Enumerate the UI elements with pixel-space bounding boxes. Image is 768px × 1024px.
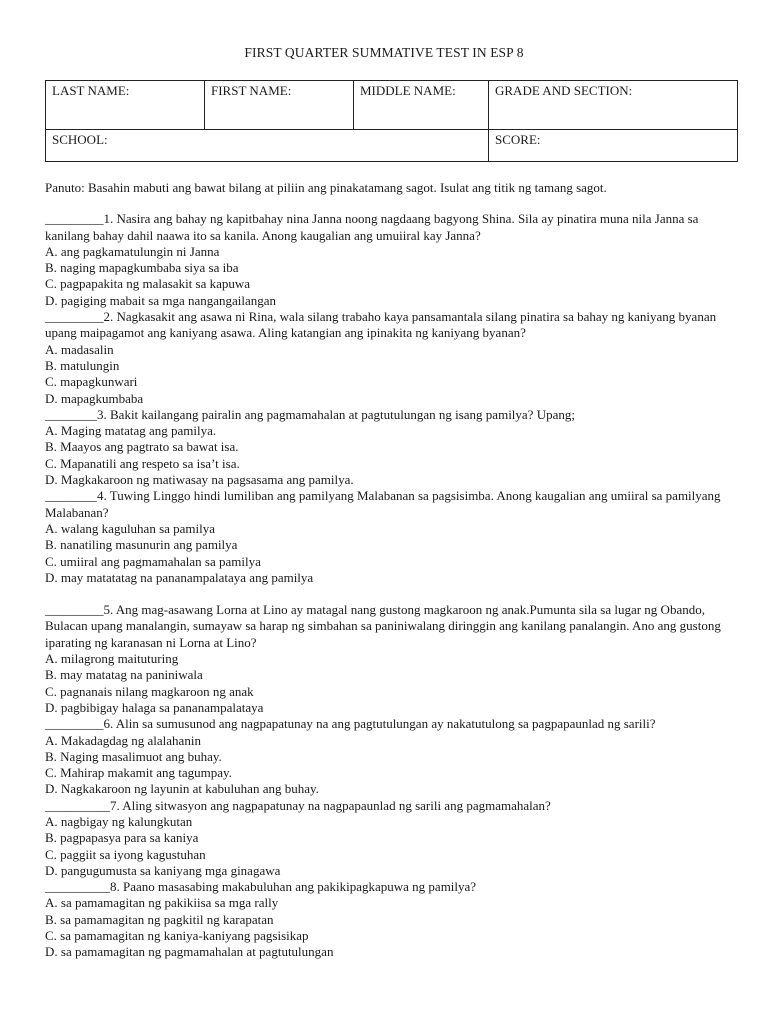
- question-text: _________1. Nasira ang bahay ng kapitbahay nina Janna noong nagdaang bagyong Shina. Sila ay pinatira muna nila Janna sa kanilang bahay dahil naawa ito sa kanila. Anong kaugalian ang umuiiral kay Janna?: [45, 211, 699, 243]
- option: C. Mapanatili ang respeto sa isa’t isa.: [45, 455, 240, 471]
- grade-section-field[interactable]: GRADE AND SECTION:: [489, 81, 738, 130]
- option: C. mapagkunwari: [45, 374, 138, 390]
- option: D. sa pamamagitan ng pagmamahalan at pagtutulungan: [45, 944, 334, 960]
- option: C. sa pamamagitan ng kaniya-kaniyang pagsisikap: [45, 928, 309, 944]
- option: C. umiiral ang pagmamahalan sa pamilya: [45, 553, 261, 569]
- student-info-table: [45, 80, 738, 162]
- question-text: ________4. Tuwing Linggo hindi lumiliban ang pamilyang Malabanan sa pagsisimba. Anong kaugalian ang umiiral sa pamilyang Malabanan?: [45, 488, 721, 520]
- question-text: __________7. Aling sitwasyon ang nagpapatunay na nagpapaunlad ng sarili ang pagmamahalan?: [45, 797, 551, 813]
- middle-name-field[interactable]: MIDDLE NAME:: [354, 81, 489, 130]
- test-body: [45, 180, 745, 961]
- option: D. Magkakaroon ng matiwasay na pagsasama ang pamilya.: [45, 472, 354, 488]
- question-text: _________2. Nagkasakit ang asawa ni Rina, wala silang trabaho kaya pansamantala silang pinatira sa bahay ng kaniyang byanan upang maipagamot ang kaniyang asawa. Aling katangian ang ipinakita ng kaniyang byanan?: [45, 309, 717, 341]
- question-text: __________8. Paano masasabing makabuluhan ang pakikipagkapuwa ng pamilya?: [45, 879, 477, 895]
- question-7: [45, 798, 745, 879]
- question-4: [45, 488, 745, 586]
- question-6: [45, 716, 745, 797]
- option: C. Mahirap makamit ang tagumpay.: [45, 765, 232, 781]
- option: C. pagnanais nilang magkaroon ng anak: [45, 683, 254, 699]
- test-title: FIRST QUARTER SUMMATIVE TEST IN ESP 8: [244, 45, 524, 60]
- option: B. pagpapasya para sa kaniya: [45, 830, 199, 846]
- question-3: [45, 407, 745, 488]
- option: A. Makadagdag ng alalahanin: [45, 732, 201, 748]
- option: A. Maging matatag ang pamilya.: [45, 423, 217, 439]
- last-name-field[interactable]: LAST NAME:: [46, 81, 205, 130]
- option: D. pagiging mabait sa mga nangangailangan: [45, 292, 277, 308]
- question-text: ________3. Bakit kailangang pairalin ang pagmamahalan at pagtutulungan ng isang pamilya? Upang;: [45, 406, 575, 422]
- option: B. nanatiling masunurin ang pamilya: [45, 537, 238, 553]
- option: C. pagpapakita ng malasakit sa kapuwa: [45, 276, 251, 292]
- question-text: _________6. Alin sa sumusunod ang nagpapatunay na ang pagtutulungan ay nakatutulong sa pagpapaunlad ng sarili?: [45, 716, 656, 732]
- school-field[interactable]: SCHOOL:: [46, 130, 489, 162]
- first-name-field[interactable]: FIRST NAME:: [205, 81, 354, 130]
- option: B. Maayos ang pagtrato sa bawat isa.: [45, 439, 239, 455]
- question-1: [45, 211, 745, 309]
- option: A. nagbigay ng kalungkutan: [45, 813, 193, 829]
- option: D. pagbibigay halaga sa pananampalataya: [45, 699, 264, 715]
- option: A. milagrong maituturing: [45, 651, 179, 667]
- option: A. sa pamamagitan ng pakikiisa sa mga rally: [45, 895, 279, 911]
- question-5: [45, 602, 745, 716]
- option: B. Naging masalimuot ang buhay.: [45, 748, 222, 764]
- spacer: [45, 586, 745, 602]
- question-8: [45, 879, 745, 960]
- score-field[interactable]: SCORE:: [489, 130, 738, 162]
- question-text: _________5. Ang mag-asawang Lorna at Lino ay matagal nang gustong magkaroon ng anak.Pumunta sila sa lugar ng Obando, Bulacan upang manalangin, sumayaw sa harap ng simbahan sa paniniwalang diringgin ang kanilang panalangin. Ano ang gustong iparating ng karanasan ni Lorna at Lino?: [45, 602, 721, 650]
- option: A. ang pagkamatulungin ni Janna: [45, 243, 220, 259]
- option: C. paggiit sa iyong kagustuhan: [45, 846, 206, 862]
- option: D. may matatatag na pananampalataya ang pamilya: [45, 569, 314, 585]
- option: B. sa pamamagitan ng pagkitil ng karapatan: [45, 911, 274, 927]
- option: D. pangugumusta sa kaniyang mga ginagawa: [45, 862, 281, 878]
- question-2: [45, 309, 745, 407]
- option: B. matulungin: [45, 357, 120, 373]
- option: D. Nagkakaroon ng layunin at kabuluhan ang buhay.: [45, 781, 319, 797]
- option: A. walang kaguluhan sa pamilya: [45, 520, 216, 536]
- option: D. mapagkumbaba: [45, 390, 144, 406]
- option: B. may matatag na paniniwala: [45, 667, 203, 683]
- option: B. naging mapagkumbaba siya sa iba: [45, 260, 239, 276]
- instructions: Panuto: Basahin mabuti ang bawat bilang at piliin ang pinakatamang sagot. Isulat ang titik ng tamang sagot.: [45, 180, 607, 195]
- option: A. madasalin: [45, 341, 114, 357]
